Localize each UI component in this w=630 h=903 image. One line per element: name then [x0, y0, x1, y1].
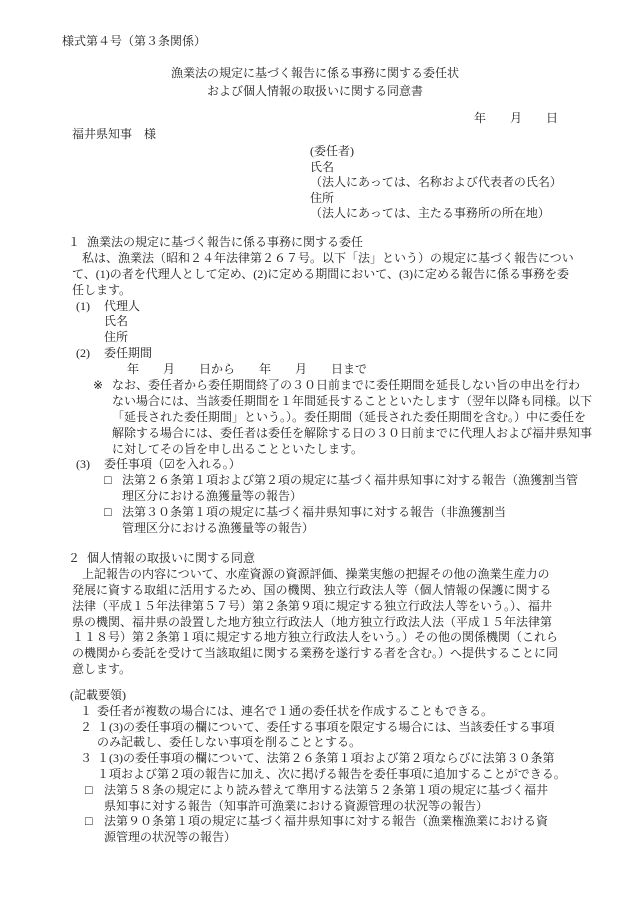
period-label: 委任期間: [104, 346, 153, 361]
period-range: 年 月 日から 年 月 日まで: [127, 362, 368, 377]
instruction-line: １項および第２項の報告に加え、次に掲げる報告を委任事項に追加することができる。: [97, 766, 566, 781]
matter-item-1-checkbox: □: [104, 473, 112, 488]
matters-label: 委任事項（☑を入れる。）: [104, 457, 241, 472]
title-line-2: および個人情報の取扱いに関する同意書: [206, 84, 423, 98]
delegator-label: (委任者): [310, 144, 354, 158]
section1-heading: [0, 235, 630, 251]
instruction-line: のみ記載し、委任しない事項を削ることとする。: [97, 735, 362, 750]
period-number: (2): [76, 346, 90, 361]
instruction-subitem-2-checkbox: □: [85, 814, 93, 829]
note-line: 「延長された委任期間」という。）。委任期間（延長された委任期間を含む。）中に委任を: [112, 409, 587, 424]
section2-body-line: の機関から委託を受けて当該取組に関する業務を遂行する者を含む。）へ提供することに同: [72, 646, 559, 661]
section2-heading: [0, 551, 630, 567]
matter-item-1: [0, 473, 630, 489]
matter-item-1-line: 法第２６条第１項および第２項の規定に基づく福井県知事に対する報告（漁獲割当管: [122, 473, 579, 488]
delegator-name-label: 氏名: [310, 159, 335, 174]
matter-item-2-line: 管理区分における漁獲量等の報告）: [122, 521, 315, 536]
instruction-item-1: [0, 704, 630, 720]
period-heading: [0, 346, 630, 362]
agent-address-label: 住所: [104, 330, 129, 345]
note-line: に対してその旨を申し出ることといたします。: [112, 441, 364, 456]
instructions-heading: (記載要領): [70, 688, 126, 702]
matter-item-2-checkbox: □: [104, 505, 112, 520]
section2-body-line: １１８号）第２条第１項に規定する地方独立行政法人をいう。）その他の関係機関（これら: [72, 630, 559, 645]
instruction-number: １: [80, 703, 93, 718]
note-line: ない場合には、当該委任期間を１年間延長することといたします（翌年以降も同様。以下: [112, 393, 593, 408]
form-number: 様式第４号（第３条関係）: [62, 34, 207, 48]
instruction-subitem-1: [0, 783, 630, 799]
delegator-address-note: （法人にあっては、主たる事務所の所在地）: [310, 206, 550, 220]
section2-body-line: 発展に資する取組に活用するため、国の機関、独立行政法人等（個人情報の保護に関する: [72, 582, 552, 597]
instruction-item-3: [0, 751, 630, 767]
instructions-block: [0, 688, 630, 846]
instruction-subitem-line: 法第５８条の規定により読み替えて準用する法第５２条第１項の規定に基づく福井: [104, 782, 549, 797]
note-line: 解除する場合には、委任者は委任を解除する日の３０日前までに代理人および福井県知事: [112, 425, 593, 440]
section2-body-line: 上記報告の内容について、水産資源の資源評価、操業実態の把握その他の漁業生産力の: [82, 566, 550, 581]
section1-number: １: [68, 235, 81, 249]
section2-heading-text: 個人情報の取扱いに関する同意: [87, 551, 256, 565]
section1-body-line: 私は、漁業法（昭和２４年法律第２６７号。以下「法」という）の規定に基づく報告につい: [82, 250, 574, 265]
note-first-line: [0, 378, 630, 394]
instruction-number: ３: [80, 751, 93, 766]
section2-body-line: 県の機関、福井県の設置した地方独立行政法人（地方独立行政法人法（平成１５年法律第: [72, 614, 553, 629]
note-mark: ※: [93, 378, 104, 393]
matter-item-2-line: 法第３０条第１項の規定に基づく福井県知事に対する報告（非漁獲割当: [122, 505, 507, 520]
matters-heading: [0, 457, 630, 473]
agent-number: (1): [76, 298, 90, 313]
instruction-line: １(3)の委任事項の欄について、委任する事項を限定する場合には、当該委任する事項: [97, 719, 555, 734]
agent-label: 代理人: [104, 298, 141, 313]
note-line: なお、委任者から委任期間終了の３０日前までに委任期間を延長しない旨の申出を行わ: [112, 378, 581, 393]
section1-body-line: て、(1)の者を代理人として定め、(2)に定める期間において、(3)に定める報告に係る事務を委: [72, 266, 570, 281]
section1-body-line: 任します。: [72, 282, 132, 297]
instruction-number: ２: [80, 719, 93, 734]
instruction-line: １(3)の委任事項の欄について、法第２６条第１項および第２項ならびに法第３０条第: [97, 751, 555, 766]
section-delegation: [0, 235, 630, 537]
agent-name-label: 氏名: [104, 314, 129, 329]
title-line-1: 漁業法の規定に基づく報告に係る事務に関する委任状: [170, 66, 459, 80]
instruction-subitem-1-checkbox: □: [85, 782, 93, 797]
section2-body-line: 意します。: [72, 662, 132, 677]
matter-item-1-line: 理区分における漁獲量等の報告）: [122, 489, 303, 504]
instruction-subitem-line: 県知事に対する報告（知事許可漁業における資源管理の状況等の報告）: [104, 798, 489, 813]
instruction-subitem-line: 源管理の状況等の報告）: [104, 830, 237, 845]
instruction-item-2: [0, 720, 630, 736]
section2-body-line: 法律（平成１５年法律第５７号）第２条第９項に規定する独立行政法人等をいう。）、福井: [72, 598, 553, 613]
matter-item-2: [0, 505, 630, 521]
instruction-line: 委任者が複数の場合には、連名で１通の委任状を作成することもできる。: [97, 703, 494, 718]
instruction-subitem-line: 法第９０条第１項の規定に基づく福井県知事に対する報告（漁業権漁業における資: [104, 814, 549, 829]
document-title: [0, 64, 630, 100]
date-field: 年 月 日: [474, 111, 559, 125]
agent-heading: [0, 299, 630, 315]
delegator-address-label: 住所: [310, 190, 335, 205]
matters-number: (3): [76, 457, 90, 472]
section2-number: ２: [68, 551, 81, 565]
section-personal-info-consent: [0, 551, 630, 678]
section1-heading-text: 漁業法の規定に基づく報告に係る事務に関する委任: [87, 235, 364, 249]
addressee: 福井県知事 様: [72, 127, 157, 141]
instruction-subitem-2: [0, 814, 630, 830]
delegator-name-note: （法人にあっては、名称および代表者の氏名）: [310, 175, 562, 189]
delegator-block: [310, 144, 610, 222]
